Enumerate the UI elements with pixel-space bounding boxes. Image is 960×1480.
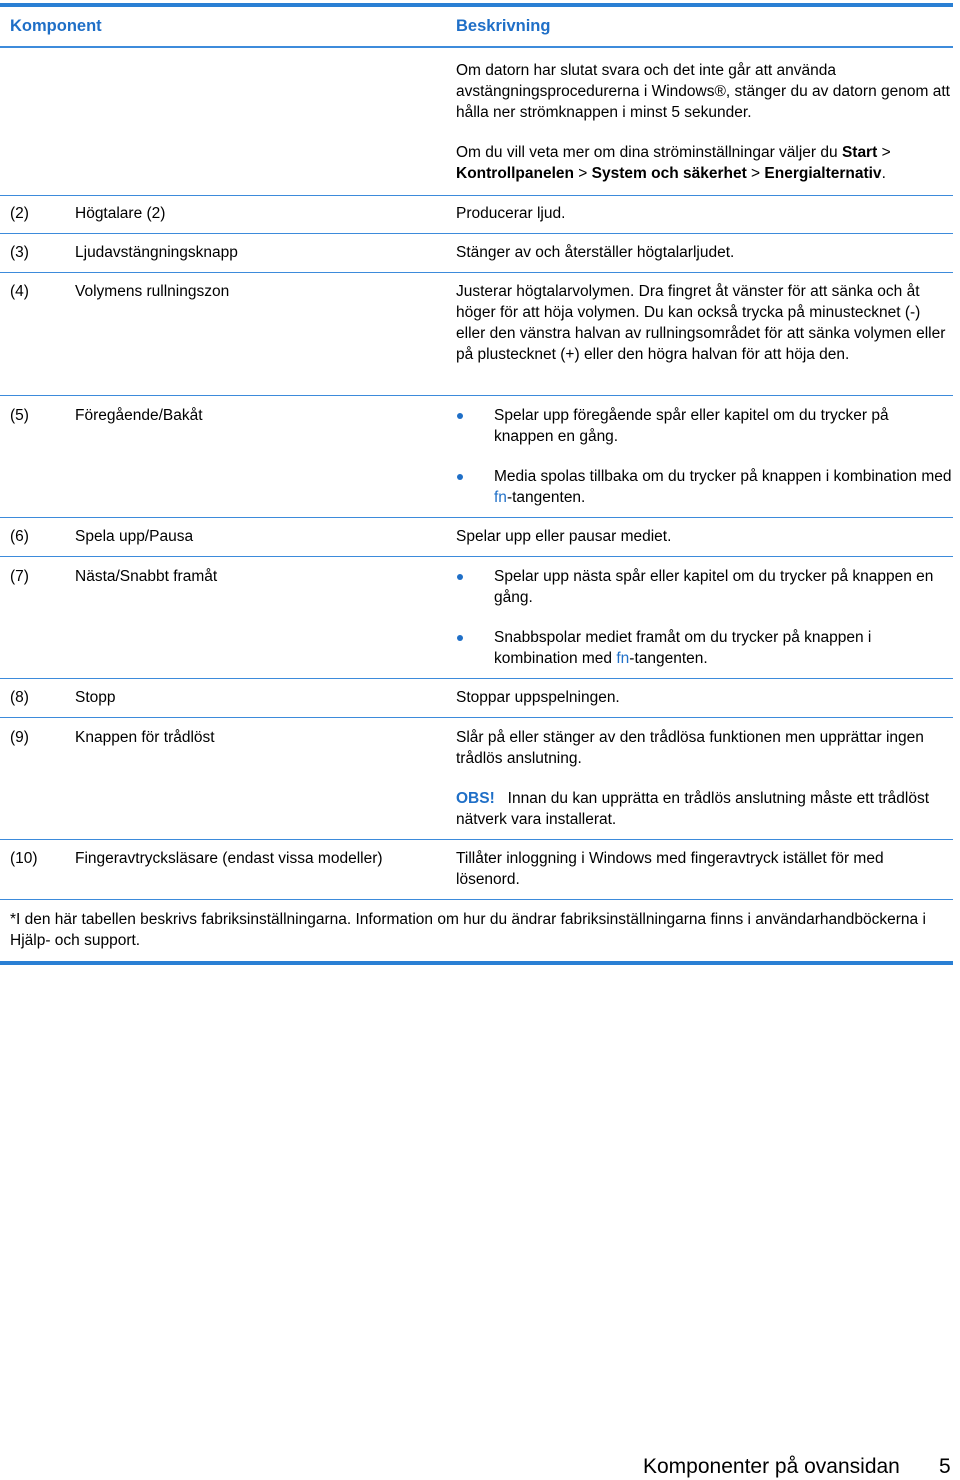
row-divider bbox=[0, 678, 953, 679]
row7-bullet2: Snabbspolar mediet framåt om du trycker på knappen i kombination med fn-tangenten. bbox=[494, 629, 872, 667]
row3-number: (3) bbox=[10, 244, 29, 261]
page-number: 5 bbox=[939, 1455, 951, 1478]
row-divider bbox=[0, 556, 953, 557]
row6-number: (6) bbox=[10, 528, 29, 545]
bullet-icon bbox=[457, 474, 463, 480]
row-divider bbox=[0, 233, 953, 234]
bullet-icon bbox=[457, 574, 463, 580]
row5-bullet2: Media spolas tillbaka om du trycker på knappen i kombination med fn-tangenten. bbox=[494, 468, 952, 506]
row4-component: Volymens rullningszon bbox=[75, 283, 230, 300]
row2-number: (2) bbox=[10, 205, 29, 222]
row2-component: Högtalare (2) bbox=[75, 205, 166, 222]
row-divider bbox=[0, 839, 953, 840]
row4-number: (4) bbox=[10, 283, 29, 300]
row9-note: OBS! Innan du kan upprätta en trådlös anslutning måste ett trådlöst nätverk vara installerat. bbox=[456, 790, 930, 828]
row8-number: (8) bbox=[10, 689, 29, 706]
row6-component: Spela upp/Pausa bbox=[75, 528, 194, 545]
row9-number: (9) bbox=[10, 729, 29, 746]
column-header-description: Beskrivning bbox=[456, 17, 551, 35]
row9-description: Slår på eller stänger av den trådlösa funktionen men upprättar ingen trådlös anslutning. bbox=[456, 729, 924, 767]
table-top-border bbox=[0, 3, 953, 7]
row-divider bbox=[0, 899, 953, 900]
row10-component: Fingeravtrycksläsare (endast vissa modeller) bbox=[75, 850, 383, 867]
row8-description: Stoppar uppspelningen. bbox=[456, 689, 620, 706]
row-divider bbox=[0, 517, 953, 518]
row2-description: Producerar ljud. bbox=[456, 205, 566, 222]
row7-bullet1: Spelar upp nästa spår eller kapitel om du trycker på knappen en gång. bbox=[494, 568, 934, 606]
row5-component: Föregående/Bakåt bbox=[75, 407, 203, 424]
row-divider bbox=[0, 395, 953, 396]
row6-description: Spelar upp eller pausar mediet. bbox=[456, 528, 672, 545]
row3-description: Stänger av och återställer högtalarljudet. bbox=[456, 244, 735, 261]
row5-number: (5) bbox=[10, 407, 29, 424]
header-divider bbox=[0, 46, 953, 48]
footer-section-title: Komponenter på ovansidan bbox=[643, 1455, 900, 1478]
row10-number: (10) bbox=[10, 850, 38, 867]
note-label: OBS! bbox=[456, 790, 495, 807]
row7-number: (7) bbox=[10, 568, 29, 585]
row-divider bbox=[0, 272, 953, 273]
row-divider bbox=[0, 717, 953, 718]
bullet-icon bbox=[457, 635, 463, 641]
row-divider bbox=[0, 195, 953, 196]
row8-component: Stopp bbox=[75, 689, 116, 706]
row3-component: Ljudavstängningsknapp bbox=[75, 244, 238, 261]
fn-key: fn bbox=[616, 650, 630, 667]
column-header-component: Komponent bbox=[10, 17, 102, 35]
row9-component: Knappen för trådlöst bbox=[75, 729, 215, 746]
row1-description-paragraph2: Om du vill veta mer om dina ströminställningar väljer du Start > Kontrollpanelen > System och säkerhet > Energialternativ. bbox=[456, 144, 891, 182]
bullet-icon bbox=[457, 413, 463, 419]
row5-bullet1: Spelar upp föregående spår eller kapitel om du trycker på knappen en gång. bbox=[494, 407, 889, 445]
row4-description: Justerar högtalarvolymen. Dra fingret åt vänster för att sänka och åt höger för att höja volymen. Du kan också trycka på minustecknet (-) eller den vänstra halvan av rullningsområdet för att sänka volymen eller på plustecknet (+) eller den högra halvan för att höja den. bbox=[456, 283, 946, 363]
row10-description: Tillåter inloggning i Windows med fingeravtryck istället för med lösenord. bbox=[456, 850, 884, 888]
fn-key: fn bbox=[494, 489, 507, 506]
table-footnote: *I den här tabellen beskrivs fabriksinställningarna. Information om hur du ändrar fabriksinställningarna finns i användarhandböckerna i Hjälp- och support. bbox=[10, 911, 926, 949]
row1-description-paragraph1: Om datorn har slutat svara och det inte går att använda avstängningsprocedurerna i Windows®, stänger du av datorn genom att hålla ner strömknappen i minst 5 sekunder. bbox=[456, 62, 950, 121]
table-bottom-border bbox=[0, 961, 953, 965]
row7-component: Nästa/Snabbt framåt bbox=[75, 568, 218, 585]
